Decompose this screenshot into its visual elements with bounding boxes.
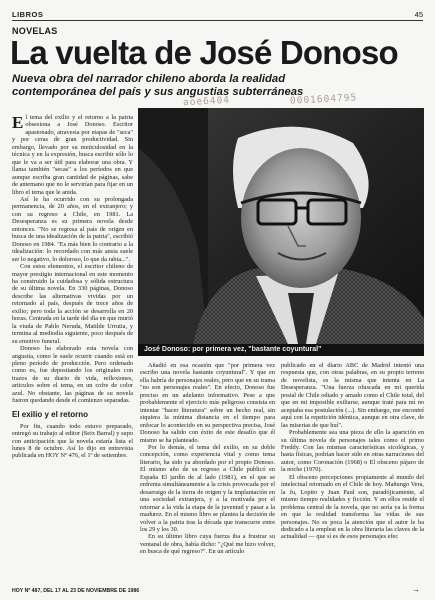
- page-number: 45: [414, 9, 423, 19]
- paragraph: Por lo demás, el tema del exilio, en su doble concepción, como experiencia vital y como tema literario, ha sido ya abordado por el propio Donoso. El mismo año de su regreso a Chile publicó en España El jardín de al lado (1981), en el que se enfrenta simultáneamente a la crisis provocada por el desarraigo de la tierra de origen y la implantación en una sociedad extranjera, y a la motivada por el retornar a la vida la etapa de la juventud y pasar a la madurez. En el mismo libro se plantea la decisión de volver a la patria tras la década que transcurre entre los 29 y los 30.: [140, 443, 275, 533]
- archive-stamp: 0001604795: [289, 92, 358, 107]
- paragraph: Donoso ha elaborado esta novela con angustia, como le suele ocurrir cuando está en pleno período de producción. Pero ordenado como es, fue depositando los originales con trazos de su diario de vida, reflexiones, articulos sobre el tema, en un cofre de color azul. No obstante, las páginas de su novela fueron quedando desde el comienzo separadas.: [12, 345, 133, 405]
- continue-arrow-icon: →: [412, 585, 420, 594]
- paragraph: publicado en el diario ABC de Madrid intentó una respuesta que, con otras palabras, en su propio terreno de novelista, es la misma que intenta en La Desesperanza. "Una fuerza ofuscada en mi querida postal de Chile odiado y amado como el Chile total, del que en mi imposible exiliarse, aunque traté para mí no aceptaba esa postulación (...). Sin embargo, me encontré aquí con la repetición idéntica, aunque en otra clave, de las miserias de que huí".: [281, 362, 424, 429]
- section-subheading: El exilio y el retorno: [12, 409, 89, 419]
- paragraph: El obsceno percepciones propiamente al mundo del intelectual retornado en el Chile de hoy. Mañungo Vera, la Ju, Lopito y Juan Paul son, paradójicamente, al mismo tiempo realidades y ficción. Y en ellos reside el problema central de la novela, que no sería ya la forma en que la realidad transforma las vidas de sus personajes. No es poca la atención que el autor le ha dedicado a la empleat en la obra literaria las claves de la actualidad — que sí es de esos personajes efec: [281, 473, 424, 541]
- text-column-1: [12, 114, 133, 554]
- photo-caption: José Donoso: por primera vez, "bastante coyuntural": [138, 344, 424, 356]
- page-footer: HOY Nº 487, DEL 17 AL 23 DE NOVIEMBRE DE 1986: [12, 588, 140, 594]
- paragraph: Probablemente sea una pieza de ello la aparición en su última novela de personajes tales como el primo Freddy. Con las mismas características sicológicas, y hasta físicas, podrían hacer sido en otras narraciones del autor, como Coronación (1968) o El obsceno pájaro de la noche (1970).: [281, 429, 424, 474]
- author-photo: [138, 108, 424, 344]
- page-header: [12, 8, 423, 21]
- dropcap: E: [12, 114, 24, 132]
- paragraph: Por fin, cuando todo estuvo preparado, entregó su trabajo al editor (Seix Barral) y supo con anticipación que la novela estaría lista el lunes 8 de octubre. Así lo dijo en entrevista publicada en HOY Nº 476, el 1º de setiembre.: [12, 422, 133, 460]
- text-column-3: [281, 362, 424, 577]
- article-subtitle: Nueva obra del narrador chileno aborda la realidad contemporánea del país y sus angustias subterráneas: [12, 73, 304, 98]
- article-title: La vuelta de José Donoso: [10, 34, 398, 71]
- paragraph: En su último libro cuya fuerza iba a frustrar su ventanal de obra, había dicho: "¿Qué me hizo volver, en busca de qué regreso?". En un artículo: [140, 533, 275, 556]
- text-column-2: [140, 362, 275, 577]
- kicker: NOVELAS: [12, 26, 58, 36]
- portrait-image: [138, 108, 424, 344]
- paragraph-text: l tema del exilio y el retorno a la patria obsesiona a José Donoso. Escritor apasionado, atravesia por etapas de "seca" y por ceras de gran productividad. Sin embargo, llevado por su meticulosidad en la técnica y en la expresión, busca escribir sólo lo que le va a ser útil para elaborar una obra. Y llama también "secas" a los períodos en que aunque escriba gran cantidad de páginas, sabe de antemano que no le servirían para fijar en un libro el tema que le anida.: [12, 114, 133, 196]
- paragraph: Añadió en esa ocasión que "por primera vez escribo una novela bastante coyuntural". Y que en ella habría de personajes reales, pero que en su trama "no son personajes reales". En efecto, Donoso fue preciso en un adelanto informativo. Pese a que probablemente el ejercicio más peligroso consista en intentar "hacer literatura" sobre un hecho real, sin siquiera la mínima distancia en el tiempo para enfocar lo acontecido en su perspectiva precisa, José Donoso ha salido con éxito de este desafío que él mismo se ha planteado.: [140, 362, 275, 444]
- paragraph: Con estos elementos, el escritor chileno de mayor prestigio internacional en este momento ha construido la cuidadosa y sólida estructura de su última novela. En 330 páginas, Donoso describe las alternativas vividas por un retornado al país, después de trece años de exilio; pero toda la acción se desarrolla en 20 horas. Centrada en la tarde del día en que murió la viuda de Pablo Neruda, Matilde Urrutia, y termina al mediodía siguiente, poco después de su emotivo funeral.: [12, 263, 133, 345]
- section-label: LIBROS: [12, 9, 44, 19]
- paragraph: Así le ha ocurrido con su prolongada permanencia, de 20 años, en el extranjero; y con su regreso a Chile, en 1981. La Desesperanza es su primera novela desde entonces. "No se regresa al país de origen en busca de una idealización de la patria", escribió Donoso en 1984. "Es más bien lo contrario a la idealización: lo recordado con más ansia suele ser lo negativo, lo doloroso, lo que da rabia...".: [12, 195, 133, 263]
- archive-stamp: aoe6404: [182, 94, 231, 109]
- paragraph: [12, 114, 133, 196]
